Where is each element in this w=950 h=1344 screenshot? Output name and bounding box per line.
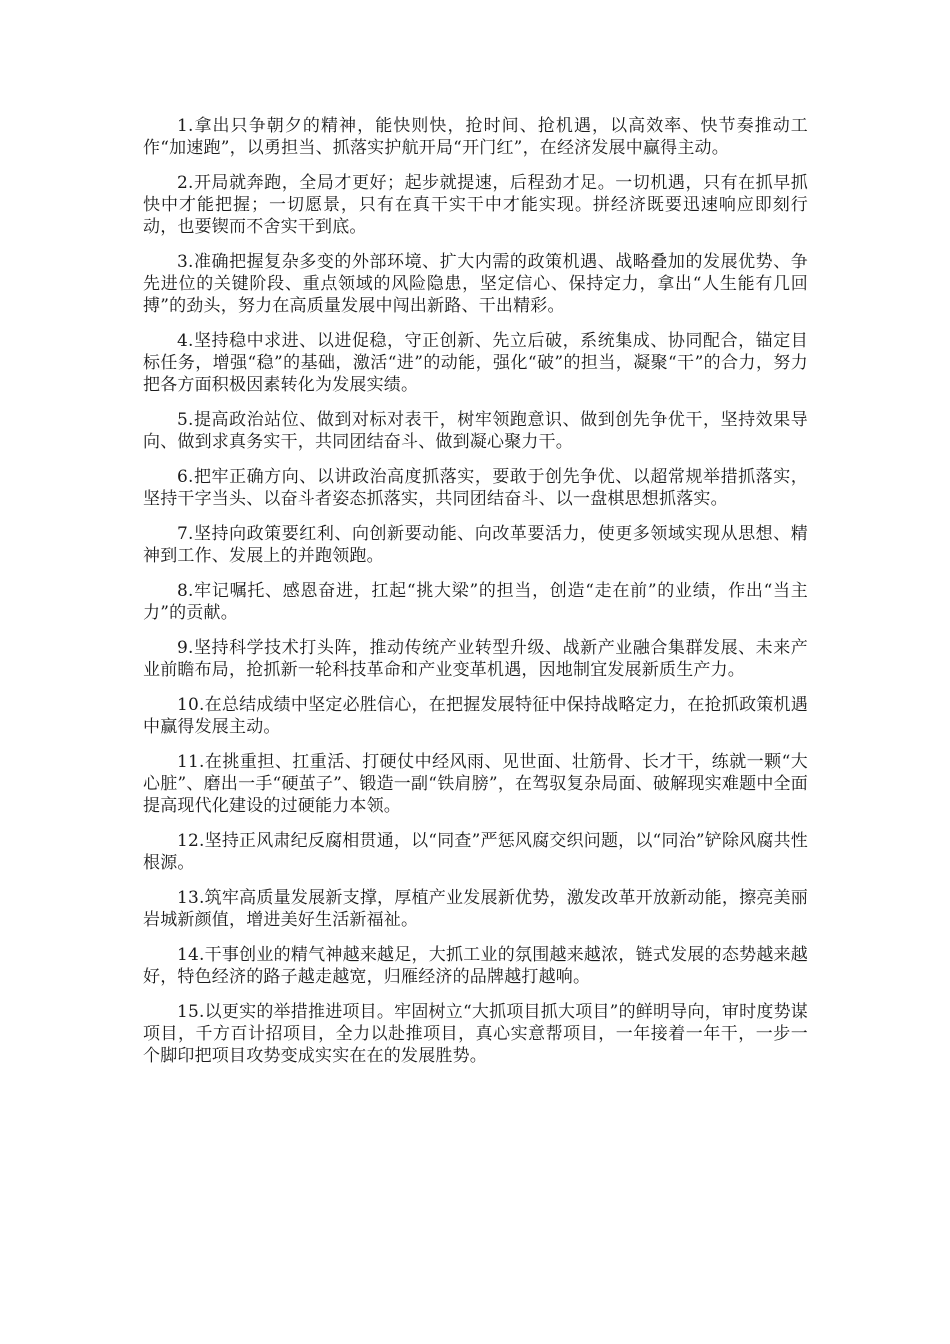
document-page [143,115,808,1080]
paragraph-11: 11.在挑重担、扛重活、打硬仗中经风雨、见世面、壮筋骨、长才干，练就一颗“大心脏”、磨出一手“硬茧子”、锻造一副“铁肩膀”，在驾驭复杂局面、破解现实难题中全面提高现代化建设的过硬能力本领。 [143,752,808,816]
paragraph-2: 2.开局就奔跑，全局才更好；起步就提速，后程劲才足。一切机遇，只有在抓早抓快中才能把握；一切愿景，只有在真干实干中才能实现。拼经济既要迅速响应即刻行动，也要锲而不舍实干到底。 [143,173,808,237]
paragraph-15: 15.以更实的举措推进项目。牢固树立“大抓项目抓大项目”的鲜明导向，审时度势谋项目，千方百计招项目，全力以赴推项目，真心实意帮项目，一年接着一年干，一步一个脚印把项目攻势变成实实在在的发展胜势。 [143,1002,808,1066]
paragraph-5: 5.提高政治站位、做到对标对表干，树牢领跑意识、做到创先争优干，坚持效果导向、做到求真务实干，共同团结奋斗、做到凝心聚力干。 [143,410,808,452]
paragraph-6: 6.把牢正确方向、以讲政治高度抓落实，要敢于创先争优、以超常规举措抓落实，坚持干字当头、以奋斗者姿态抓落实，共同团结奋斗、以一盘棋思想抓落实。 [143,467,808,509]
paragraph-14: 14.干事创业的精气神越来越足，大抓工业的氛围越来越浓，链式发展的态势越来越好，特色经济的路子越走越宽，归雁经济的品牌越打越响。 [143,945,808,987]
paragraph-9: 9.坚持科学技术打头阵，推动传统产业转型升级、战新产业融合集群发展、未来产业前瞻布局，抢抓新一轮科技革命和产业变革机遇，因地制宜发展新质生产力。 [143,638,808,680]
paragraph-10: 10.在总结成绩中坚定必胜信心，在把握发展特征中保持战略定力，在抢抓政策机遇中赢得发展主动。 [143,695,808,737]
paragraph-3: 3.准确把握复杂多变的外部环境、扩大内需的政策机遇、战略叠加的发展优势、争先进位的关键阶段、重点领域的风险隐患，坚定信心、保持定力，拿出“人生能有几回搏”的劲头，努力在高质量发展中闯出新路、干出精彩。 [143,252,808,316]
paragraph-13: 13.筑牢高质量发展新支撑，厚植产业发展新优势，激发改革开放新动能，擦亮美丽岩城新颜值，增进美好生活新福祉。 [143,888,808,930]
paragraph-12: 12.坚持正风肃纪反腐相贯通，以“同查”严惩风腐交织问题，以“同治”铲除风腐共性根源。 [143,831,808,873]
paragraph-7: 7.坚持向政策要红利、向创新要动能、向改革要活力，使更多领域实现从思想、精神到工作、发展上的并跑领跑。 [143,524,808,566]
paragraph-1: 1.拿出只争朝夕的精神，能快则快，抢时间、抢机遇，以高效率、快节奏推动工作“加速跑”，以勇担当、抓落实护航开局“开门红”，在经济发展中赢得主动。 [143,116,808,158]
paragraph-8: 8.牢记嘱托、感恩奋进，扛起“挑大梁”的担当，创造“走在前”的业绩，作出“当主力”的贡献。 [143,581,808,623]
paragraph-4: 4.坚持稳中求进、以进促稳，守正创新、先立后破，系统集成、协同配合，锚定目标任务，增强“稳”的基础，激活“进”的动能，强化“破”的担当，凝聚“干”的合力，努力把各方面积极因素转化为发展实绩。 [143,331,808,395]
